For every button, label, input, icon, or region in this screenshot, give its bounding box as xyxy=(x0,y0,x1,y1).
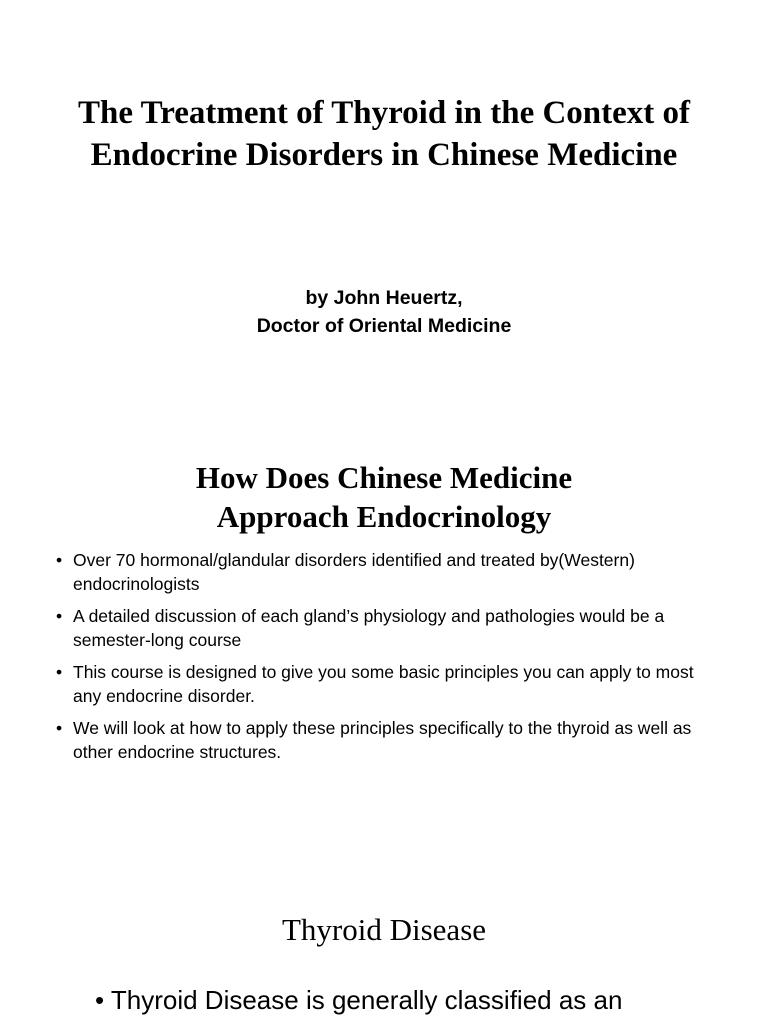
bullet-dot-icon: • xyxy=(56,606,63,626)
author-name: by John Heuertz, xyxy=(305,287,463,309)
bullet-item xyxy=(56,548,696,596)
author-byline xyxy=(40,284,728,340)
bullet-text: Over 70 hormonal/glandular disorders identified and treated by(Western) endocrinologists xyxy=(73,550,635,594)
slide-heading-line-1: How Does Chinese Medicine xyxy=(195,460,573,495)
bullet-text: This course is designed to give you some basic principles you can apply to most any endocrine disorder. xyxy=(73,662,694,706)
slide-thyroid-disease xyxy=(0,870,768,1024)
slide-title xyxy=(0,0,768,400)
bullet-item xyxy=(95,982,735,1018)
slide-endocrinology-approach xyxy=(0,400,768,870)
bullet-dot-icon: • xyxy=(56,662,63,682)
bullet-text: We will look at how to apply these principles specifically to the thyroid as well as other endocrine structures. xyxy=(73,718,692,762)
slide-heading: Thyroid Disease xyxy=(281,912,487,947)
bullet-text: A detailed discussion of each gland’s physiology and pathologies would be a semester-long course xyxy=(73,606,665,650)
bullet-text: Thyroid Disease is generally classified as an xyxy=(110,985,623,1015)
slide-heading xyxy=(40,458,728,536)
bullet-item xyxy=(56,716,696,764)
bullet-dot-icon: • xyxy=(56,550,63,570)
bullet-dot-icon: • xyxy=(56,718,63,738)
bullet-item xyxy=(56,660,696,708)
bullet-item xyxy=(56,604,696,652)
bullet-list xyxy=(56,548,696,772)
author-credential: Doctor of Oriental Medicine xyxy=(256,315,512,337)
presentation-title: The Treatment of Thyroid in the Context of Endocrine Disorders in Chinese Medicine xyxy=(77,95,691,173)
bullet-dot-icon: • xyxy=(95,985,105,1015)
slide-heading-line-2: Approach Endocrinology xyxy=(216,499,552,534)
